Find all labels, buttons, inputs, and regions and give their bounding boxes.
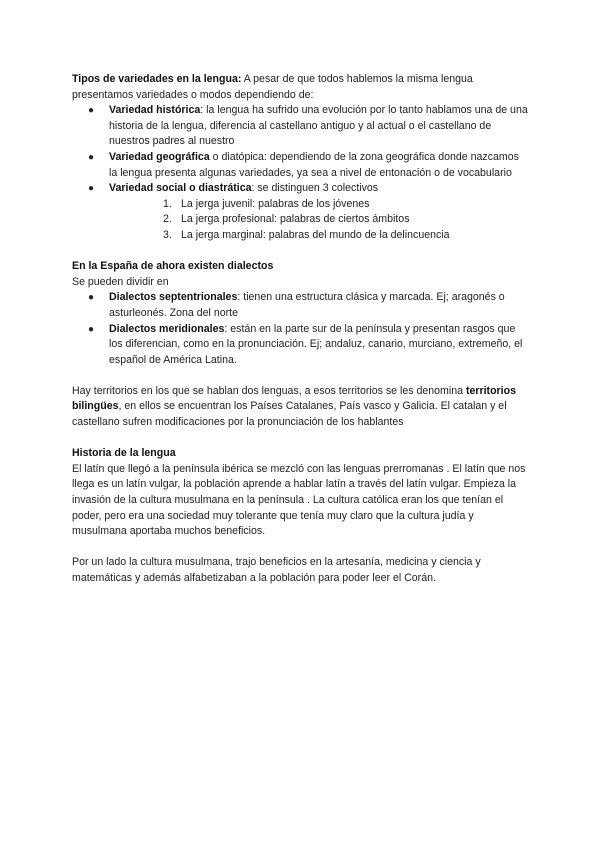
bullet-icon: ● bbox=[88, 105, 95, 117]
desc-northern-dialects: : tienen una estructura clásica y marcada. Ej; aragonés o asturleonés. Zona del norte bbox=[109, 291, 505, 319]
bilingual-term: territorios bilingües bbox=[72, 384, 516, 413]
dialects-list bbox=[72, 290, 528, 368]
dialects-heading bbox=[72, 259, 528, 275]
bilingual-text-before: Hay territorios en los que se hablan dos lenguas, a esos territorios se les denomina bbox=[72, 384, 466, 397]
varieties-intro-text: A pesar de que todos hablemos la misma lengua presentamos variedades o modos dependiendo de: bbox=[72, 73, 473, 101]
spacer bbox=[72, 368, 528, 384]
bullet-icon: ● bbox=[88, 151, 95, 163]
list-item-northern-dialects bbox=[72, 290, 528, 321]
list-number: 2. bbox=[163, 213, 172, 226]
varieties-list bbox=[72, 103, 528, 197]
term-historical-variety: Variedad histórica bbox=[109, 104, 201, 117]
term-northern-dialects: Dialectos septentrionales bbox=[109, 291, 238, 304]
term-social-variety: Variedad social o diastrática bbox=[109, 182, 252, 195]
list-number: 3. bbox=[163, 228, 172, 241]
varieties-intro-paragraph bbox=[72, 72, 528, 103]
list-item-historical-variety bbox=[72, 103, 528, 150]
jargon-list bbox=[72, 197, 528, 244]
jargon-text: La jerga juvenil: palabras de los jóvenes bbox=[181, 197, 370, 210]
history-paragraph-1: El latín que llegó a la península ibérica se mezcló con las lenguas prerromanas . El latín que nos llega es un latín vulgar, la población aprende a hablar latín a través del latín vulgar. Empieza la invasión de la cultura musulmana en la península . La cultura católica eran los que tenían el poder, pero era una sociedad muy tolerante que tenía muy claro que la cultura judía y musulmana aportaba muchos beneficios. bbox=[72, 462, 526, 538]
jargon-text: La jerga marginal: palabras del mundo de la delincuencia bbox=[181, 228, 450, 241]
dialects-heading-text: En la España de ahora existen dialectos bbox=[72, 260, 274, 273]
desc-historical-variety: : la lengua ha sufrido una evolución por lo tanto hablamos una de una historia de la lengua, diferencia al castellano antiguo y al actual o el castellano de nuestros padres al nuestro bbox=[109, 104, 528, 148]
bullet-icon: ● bbox=[88, 323, 95, 335]
document-content bbox=[72, 72, 528, 587]
dialects-intro: Se pueden dividir en bbox=[72, 275, 169, 288]
list-item-geographic-variety bbox=[72, 150, 528, 181]
history-heading bbox=[72, 446, 528, 462]
list-item-jargon-marginal bbox=[72, 228, 528, 244]
term-southern-dialects: Dialectos meridionales bbox=[109, 322, 225, 335]
history-heading-text: Historia de la lengua bbox=[72, 447, 176, 460]
term-geographic-variety: Variedad geográfica bbox=[109, 150, 210, 163]
desc-social-variety: : se distinguen 3 colectivos bbox=[251, 182, 379, 195]
list-item-southern-dialects bbox=[72, 322, 528, 369]
bilingual-text-after: , en ellos se encuentran los Países Catalanes, País vasco y Galicia. El catalan y el castellano sufren modificaciones por la pronunciación de los hablantes bbox=[72, 400, 507, 429]
jargon-text: La jerga profesional: palabras de ciertos ámbitos bbox=[181, 213, 410, 226]
bullet-icon: ● bbox=[88, 292, 95, 304]
bullet-icon: ● bbox=[88, 183, 95, 195]
spacer bbox=[72, 431, 528, 447]
list-item-social-variety bbox=[72, 181, 528, 197]
desc-southern-dialects: : están en la parte sur de la península y presentan rasgos que los diferencian, como en la pronunciación. Ej; andaluz, canario, murciano, extremeño, el español de América Latina. bbox=[109, 322, 523, 366]
spacer bbox=[72, 244, 528, 260]
desc-geographic-variety: o diatópica: dependiendo de la zona geográfica donde nazcamos la lengua presenta algunas variedades, ya sea a nivel de entonación o de vocabulario bbox=[109, 150, 519, 179]
list-item-jargon-youth bbox=[72, 197, 528, 213]
history-paragraph-2: Por un lado la cultura musulmana, trajo beneficios en la artesanía, medicina y ciencia y matemáticas y además alfabetizaban a la población para poder leer el Corán. bbox=[72, 556, 481, 584]
list-item-jargon-professional bbox=[72, 212, 528, 228]
bilingual-paragraph bbox=[72, 384, 528, 431]
spacer bbox=[72, 540, 528, 556]
varieties-heading: Tipos de variedades en la lengua: bbox=[72, 73, 242, 85]
list-number: 1. bbox=[163, 197, 172, 210]
